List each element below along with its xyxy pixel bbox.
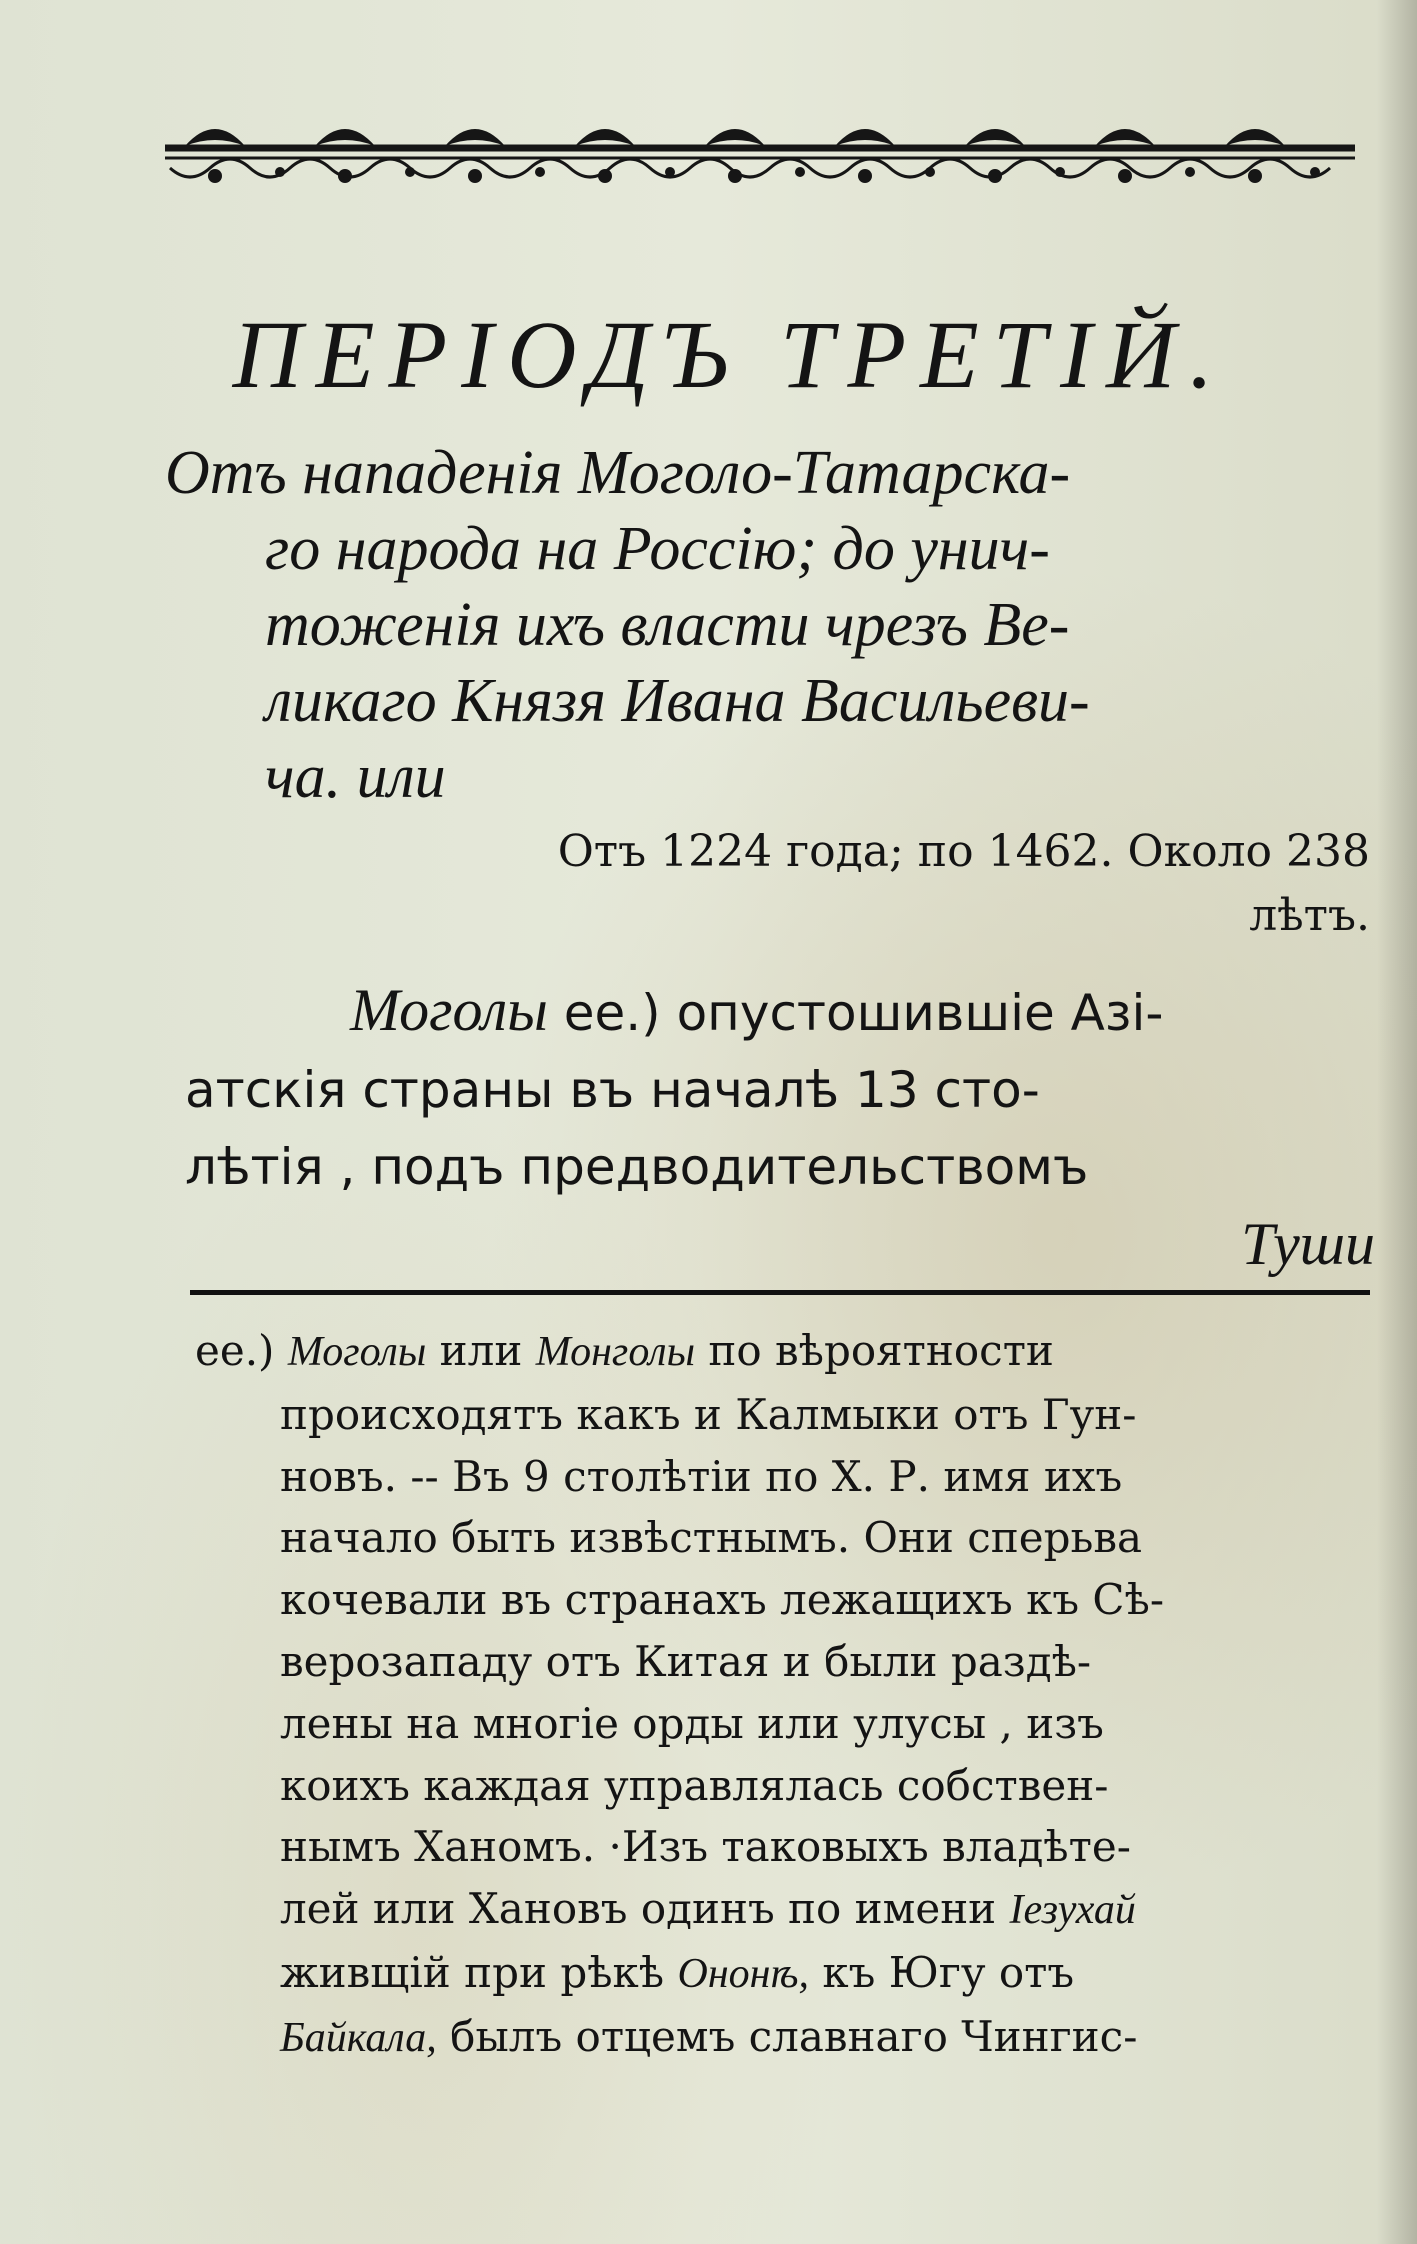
footnote-line — [195, 1878, 1375, 1942]
floral-ornament — [165, 108, 1355, 190]
body-paragraph — [185, 972, 1375, 1286]
body-italic-word: Моголы — [350, 977, 548, 1043]
subtitle-line: ликаго Князя Ивана Васильеви- — [265, 667, 1090, 735]
period-title: ПЕРІОДЪ ТРЕТІЙ. — [232, 301, 1228, 408]
footnote-line: новъ. -- Въ 9 столѣтіи по Х. Р. имя ихъ — [280, 1451, 1123, 1501]
page-edge-shadow — [1377, 0, 1417, 2244]
footnote-line: кочевали въ странахъ лежащихъ къ Сѣ- — [280, 1575, 1165, 1625]
footnote-text: живщій при рѣкѣ — [280, 1947, 665, 1997]
body-line: лѣтія , подъ предводительствомъ — [185, 1138, 1089, 1196]
body-line: атскія страны въ началѣ 13 сто- — [185, 1061, 1040, 1119]
footnote-text: по вѣроятности — [708, 1326, 1054, 1375]
footnote-text: лей или Хановъ одинъ по имени — [280, 1884, 997, 1934]
footnote-line: нымъ Ханомъ. ·Изъ таковыхъ владѣте- — [280, 1822, 1131, 1872]
catchword — [185, 1206, 1375, 1286]
footnote-italic-word: Моголы — [287, 1329, 427, 1375]
footnote-text: или — [439, 1326, 523, 1375]
footnote-italic-word: Іезухай — [1009, 1887, 1136, 1934]
body-line-text: ee.) опустошившіе Азі- — [563, 984, 1164, 1042]
footnote-italic-word: Байкала, — [280, 2014, 437, 2061]
footnote-italic-word: Ононѣ, — [677, 1950, 810, 1997]
footnote-line: начало быть извѣстнымъ. Они сперьва — [280, 1513, 1143, 1563]
subtitle-line: Отъ нападенія Моголо-Татарска- — [165, 439, 1071, 507]
footnote-divider — [190, 1290, 1370, 1295]
footnote-line — [195, 1320, 1375, 1384]
subtitle-line: ча. или — [265, 743, 446, 811]
footnote-line: происходятъ какъ и Калмыки отъ Гун- — [280, 1389, 1137, 1439]
footnote-line: коихъ каждая управлялась собствен- — [280, 1760, 1109, 1810]
footnote-italic-word: Монголы — [535, 1329, 696, 1375]
footnote-line: верозападу отъ Китая и были раздѣ- — [280, 1636, 1092, 1686]
footnote-text: былъ отцемъ славнаго Чингис- — [450, 2011, 1138, 2061]
subtitle-line: тоженія ихъ власти чрезъ Ве- — [265, 591, 1070, 659]
footnote — [195, 1320, 1375, 2070]
subtitle-line: го народа на Россію; до унич- — [265, 515, 1050, 583]
dates-line: Отъ 1224 года; по 1462. Около 238 — [557, 826, 1370, 877]
dates-line: лѣтъ. — [1249, 890, 1370, 941]
period-dates — [330, 820, 1370, 948]
footnote-line — [195, 1942, 1375, 2006]
footnote-line — [195, 2006, 1375, 2070]
footnote-text: къ Югу отъ — [822, 1947, 1075, 1997]
footnote-marker: ee.) — [195, 1326, 275, 1375]
body-line — [185, 972, 1375, 1052]
catchword-text: Туши — [1241, 1211, 1375, 1277]
period-subtitle — [165, 435, 1365, 815]
footnote-line: лены на многіе орды или улусы , изъ — [280, 1698, 1104, 1748]
